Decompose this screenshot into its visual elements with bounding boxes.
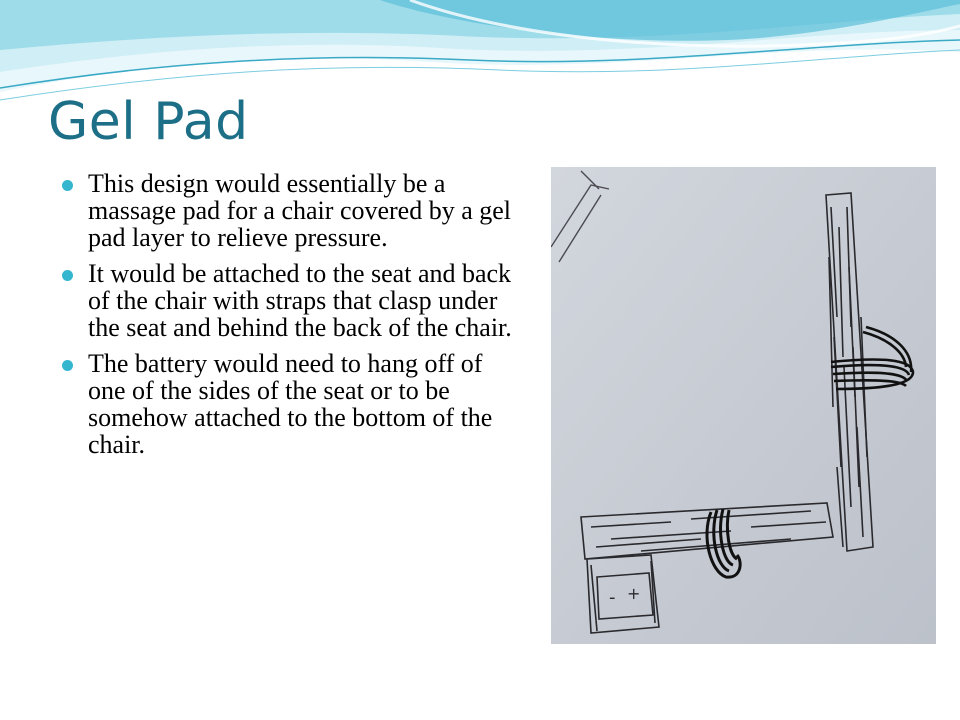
chair-sketch-photo: [551, 167, 936, 644]
battery-minus-mark: -: [609, 587, 616, 608]
bullet-item: [60, 260, 515, 341]
battery-plus-mark: +: [627, 584, 641, 603]
bullet-text: It would be attached to the seat and back of the chair with straps that clasp under the seat and behind the back of the chair.: [88, 259, 512, 342]
bullet-dot-icon: [62, 360, 73, 371]
slide-title: Gel Pad: [48, 92, 249, 152]
chair-sketch-drawing: [551, 167, 936, 644]
bullet-text: The battery would need to hang off of one of the sides of the seat or to be somehow attached to the bottom of the chair.: [88, 349, 493, 459]
bullet-dot-icon: [62, 270, 73, 281]
bullet-list: [60, 170, 515, 467]
bullet-item: [60, 350, 515, 458]
bullet-item: [60, 170, 515, 251]
bullet-dot-icon: [62, 180, 73, 191]
bullet-text: This design would essentially be a massage pad for a chair covered by a gel pad layer to relieve pressure.: [88, 169, 512, 252]
